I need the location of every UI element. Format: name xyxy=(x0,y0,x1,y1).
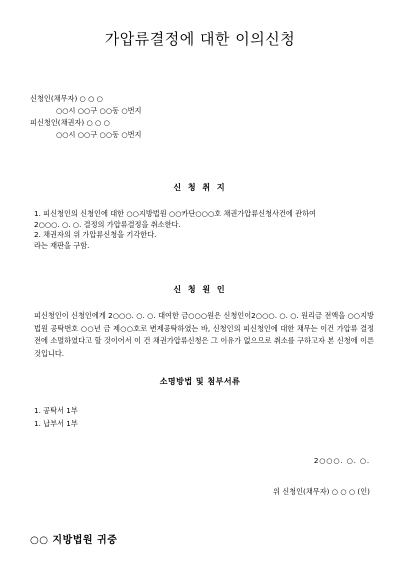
reason-body: 피신청인이 신청인에게 2○○○. ○. ○. 대여한 금○○○원은 신청인이2○○○. ○. ○. 원리금 전액을 ○○지방법원 공탁번호 ○○년 금 제○○호로 변제공탁하였는 바, 신청인의 피신청인에 대한 채무는 이건 가압류 결정전에 소멸하였다고 할 것이어서 이 건 채권가압류신청은 그 이유가 없으므로 취소를 구하고자 본 신청에 이른 것입니다. xyxy=(34,311,374,358)
applicant-label: 신청인(채무자) ○ ○ ○ xyxy=(30,94,103,103)
purpose-line: 2. 채권자의 위 가압류신청을 기각한다. xyxy=(34,230,157,239)
evidence-item: 1. 납부서 1부 xyxy=(34,419,78,428)
evidence-item: 1. 공탁서 1부 xyxy=(34,406,78,415)
reason-heading: 신 청 원 인 xyxy=(173,285,227,294)
purpose-line: 라는 재판을 구함. xyxy=(34,240,90,250)
signature-line: 위 신청인(채무자) ○ ○ ○ (인) xyxy=(272,487,370,496)
respondent-address: ○○시 ○○구 ○○동 ○번지 xyxy=(56,130,142,139)
document-title: 가압류결정에 대한 이의신청 xyxy=(104,30,296,48)
purpose-body xyxy=(34,209,374,251)
purpose-line: 1. 피신청인의 신청인에 대한 ○○지방법원 ○○카단○○○호 채권가압류신청사건에 관하여 xyxy=(34,209,316,218)
court-addressee: ○○ 지방법원 귀중 xyxy=(30,535,118,546)
purpose-heading: 신 청 취 지 xyxy=(173,183,227,192)
evidence-heading: 소명방법 및 첨부서류 xyxy=(159,377,241,386)
evidence-list xyxy=(34,404,78,430)
document-date: 2○○○. ○. ○. xyxy=(313,456,370,465)
applicant-address: ○○시 ○○구 ○○동 ○번지 xyxy=(56,106,142,115)
purpose-line: 2○○○. ○. ○. 결정의 가압류결정을 취소한다. xyxy=(34,219,181,229)
respondent-label: 피신청인(채권자) ○ ○ ○ xyxy=(30,118,110,127)
